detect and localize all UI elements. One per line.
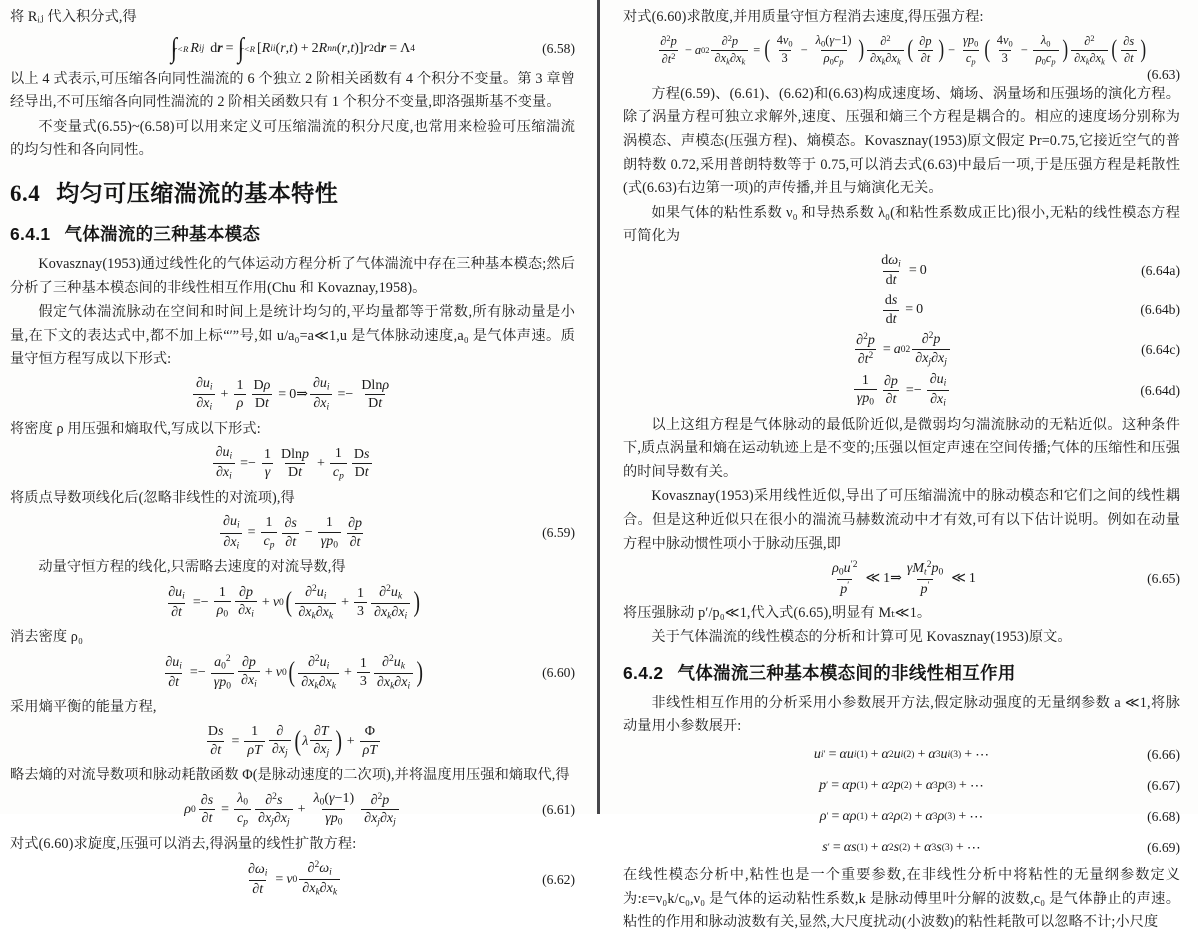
paragraph: 动量守恒方程的线化,只需略去速度的对流导数,得 <box>38 559 346 575</box>
equation-body: $\frac{\rho_0u^{'2}}{p'}$ ≪ 1⇒ $\frac{\gamma M_t^2p_0}{p'}$ ≪ 1 <box>832 560 976 597</box>
equation-number: (6.58) <box>542 40 575 56</box>
equation-6-60 <box>10 654 575 692</box>
equation-number: (6.64a) <box>1141 262 1180 278</box>
paragraph: 以上 4 式表示,可压缩各向同性湍流的 6 个独立 2 阶相关函数有 4 个积分不变量。第 3 章曾经导出,不可压缩各向同性湍流的 2 阶相关函数只有 1 个积分不变量,即洛强斯基不变量。 <box>10 70 575 111</box>
heading-section-6-4 <box>10 177 575 211</box>
paragraph: 略去熵的对流导数项和脉动耗散函数 Φ(是脉动速度的二次项),并将温度用压强和熵取代,得 <box>10 766 570 783</box>
equation-entropy-balance <box>10 724 575 760</box>
paragraph: 对式(6.60)求旋度,压强可以消去,得涡量的线性扩散方程: <box>10 835 357 852</box>
equation-mass-conservation <box>10 376 575 414</box>
equation-6-68 <box>623 802 1180 832</box>
equation-6-58 <box>10 34 575 64</box>
paragraph: 消去密度 ρ₀ <box>10 628 84 645</box>
equation-body: $\frac{1}{\gamma p_0}$ $\frac{\partial p}{\partial t}$ =− $\frac{\partial u_i}{\partial x_i}$ <box>852 372 952 410</box>
equation-body: $\frac{\partial u_i}{\partial x_i}$ + $\frac{1}{\rho}$ $\frac{D\rho}{Dt}$ = 0⇒ $\frac{\partial u_i}{\partial x_i}$ =− $\frac{Dln\rho}{Dt}$ <box>191 376 394 414</box>
equation-body: $\frac{\partial\omega_i}{\partial t}$ = ν 0 $\frac{\partial^2\omega_i}{\partial x_k\partial x_k}$ <box>243 860 342 898</box>
paragraph: 将 Rᵢⱼ 代入积分式,得 <box>10 9 137 25</box>
equation-6-64b <box>623 293 1180 327</box>
right-column <box>597 0 1194 931</box>
equation-6-67 <box>623 771 1180 801</box>
paragraph: 将质点导数项线化后(忽略非线性的对流项),得 <box>10 489 295 506</box>
paragraph: 不变量式(6.55)~(6.58)可以用来定义可压缩湍流的积分尺度,也常用来检验可压缩湍流的均匀性和各向同性。 <box>10 118 575 159</box>
equation-body: p ′ = αp (1) + α 2 p (2) + α 3 p (3) + ⋯ <box>819 778 984 794</box>
paragraph: Kovasznay(1953)采用线性近似,导出了可压缩湍流中的脉动模态和它们之间的线性耦合。但是这种近似只在很小的湍流马赫数流动中才有效,可有以下估计说明。例如在动量方程中脉动惯性项小于脉动压强,即 <box>623 488 1180 552</box>
equation-body: $\frac{\partial u_i}{\partial x_i}$ = $\frac{1}{c_p}$ $\frac{\partial s}{\partial t}$ − $\frac{1}{\gamma p_0}$ $\frac{\partial p}{\partial t}$ <box>218 514 367 552</box>
heading-subsection-6-4-2 <box>623 659 1180 687</box>
equation-6-64d <box>623 372 1180 410</box>
heading-number: 6.4 <box>10 180 41 206</box>
equation-number: (6.62) <box>542 871 575 887</box>
equation-body: $\frac{Ds}{\partial t}$ = $\frac{1}{\rho T}$ $\frac{\partial}{\partial x_j}$ ( λ $\frac{\partial T}{\partial x_j}$ ) + $\frac{\Phi}{\rho T}$ <box>203 724 382 760</box>
equation-number: (6.64c) <box>1141 341 1180 357</box>
heading-number: 6.4.1 <box>10 223 51 244</box>
equation-body: $\frac{\partial^2p}{\partial t^2}$ = a 0 2 $\frac{\partial^2p}{\partial x_j\partial x_j}$ <box>851 331 952 368</box>
heading-number: 6.4.2 <box>623 662 664 683</box>
equation-6-66 <box>623 740 1180 770</box>
heading-title: 气体湍流的三种基本模态 <box>64 223 261 244</box>
heading-title: 气体湍流三种基本模态间的非线性相互作用 <box>677 662 1016 683</box>
equation-6-65 <box>623 560 1180 597</box>
equation-number: (6.60) <box>542 664 575 680</box>
equation-momentum-linearized <box>10 584 575 622</box>
equation-number: (6.65) <box>1147 570 1180 586</box>
paragraph: 假定气体湍流脉动在空间和时间上是统计均匀的,平均量都等于常数,所有脉动量是小量,在下文的表达式中,都不加上标“′”号,如 u/a₀=a≪1,u 是气体脉动速度,a₀ 是气体声速。质量守恒方程写成以下形式: <box>10 304 575 368</box>
equation-6-69 <box>623 833 1180 863</box>
paragraph: 以上这组方程是气体脉动的最低阶近似,是微弱均匀湍流脉动的无粘近似。这种条件下,质点涡量和熵在运动轨迹上是不变的;压强以恒定声速在空间传播;气体的压缩性和压强的时间导数有关。 <box>623 416 1180 480</box>
paragraph: 将压强脉动 p′/p₀≪1,代入式(6.65),明显有 Mₜ≪1。 <box>623 604 932 621</box>
equation-number: (6.67) <box>1147 778 1180 794</box>
paragraph: 如果气体的粘性系数 ν₀ 和导热系数 λ₀(和粘性系数成正比)很小,无粘的线性模态方程可简化为 <box>623 204 1180 245</box>
paragraph: 将密度 ρ 用压强和熵取代,写成以下形式: <box>10 420 261 437</box>
equation-body: $\frac{ds}{dt}$ = 0 <box>880 293 923 327</box>
heading-title: 均匀可压缩湍流的基本特性 <box>56 180 339 206</box>
equation-body: s ′ = αs (1) + α 2 s (2) + α 3 s (3) + ⋯ <box>822 840 981 856</box>
equation-body: u i ′ = αu i (1) + α 2 u i (2) + α 3 u i (3) + ⋯ <box>813 747 990 763</box>
equation-6-61 <box>10 791 575 829</box>
equation-number: (6.68) <box>1147 809 1180 825</box>
paragraph: 关于气体湍流的线性模态的分析和计算可见 Kovasznay(1953)原文。 <box>651 629 1072 646</box>
equation-number: (6.66) <box>1147 747 1180 763</box>
equation-6-64c <box>623 331 1180 368</box>
equation-number: (6.61) <box>542 801 575 817</box>
equation-number: (6.59) <box>542 525 575 541</box>
equation-body: ρ 0 $\frac{\partial s}{\partial t}$ = $\frac{\lambda_0}{c_p}$ $\frac{\partial^2s}{\partial x_j\partial x_j}$ + $\frac{\lambda_0(\gamma-1)}{\gamma p_0}$ $\frac{\partial^2p}{\partial x_j\partial x_j}$ <box>184 791 400 829</box>
equation-number: (6.69) <box>1147 840 1180 856</box>
equation-body: ∫ r<R R ij d r = ∫ r<R [ R ii ( r , t ) + 2 R nn ( r , t )] r 2 d r = Λ 4 <box>170 32 416 64</box>
paragraph: Kovasznay(1953)通过线性化的气体运动方程分析了气体湍流中存在三种基本模态;然后分析了三种基本模态间的非线性相互作用(Chu 和 Kovaznay,1958)。 <box>10 255 575 296</box>
equation-6-62 <box>10 860 575 898</box>
equation-6-64a <box>623 253 1180 289</box>
paragraph: 在线性模态分析中,粘性也是一个重要参数,在非线性分析中将粘性的无量纲参数定义为:ε=ν₀k/c₀,ν₀ 是气体的运动粘性系数,k 是脉动傅里叶分解的波数,c₀ 是气体静止的声速。粘性的作用和脉动波数有关,显然,大尺度扰动(小波数)的粘性耗散可以忽略不计;小尺度 <box>623 867 1180 931</box>
equation-6-59 <box>10 514 575 552</box>
equation-number: (6.64d) <box>1140 382 1180 398</box>
paragraph: 非线性相互作用的分析采用小参数展开方法,假定脉动强度的无量纲参数 a ≪1,将脉动量用小参数展开: <box>623 694 1180 735</box>
heading-subsection-6-4-1 <box>10 220 575 248</box>
equation-6-63 <box>623 34 1180 67</box>
equation-number: (6.64b) <box>1140 302 1180 318</box>
equation-body: $\frac{\partial u_i}{\partial t}$ =− $\frac{1}{\rho_0}$ $\frac{\partial p}{\partial x_i}$ + ν 0 ( $\frac{\partial^2u_i}{\partial x_k\partial x_k}$ + $\frac{1}{3}$ $\frac{\partial^2u_k}{\partial x_k\partial x_i}$ ) <box>168 583 421 622</box>
equation-body: $\frac{\partial u_i}{\partial t}$ =− $\frac{a_0^2}{\gamma p_0}$ $\frac{\partial p}{\partial x_i}$ + ν 0 ( $\frac{\partial^2u_i}{\partial x_k\partial x_k}$ + $\frac{1}{3}$ $\frac{\partial^2u_k}{\partial x_k\partial x_i}$ ) <box>165 653 424 692</box>
equation-body: $\frac{\partial^2p}{\partial t^2}$ − a 0 2 $\frac{\partial^2p}{\partial x_k\partial x_k}$ = ( $\frac{4\nu_0}{3}$ − $\frac{\lambda_0(\gamma-1)}{\rho_0c_p}$ ) $\frac{\partial^2}{\partial x_k\partial x_k}$ ( $\frac{\partial p}{\partial t}$ ) − $\frac{\gamma p_0}{c_p}$ ( $\frac{4\nu_0}{3}$ − $\frac{\lambda_0}{\rho_0c_p}$ ) $\frac{\partial^2}{\partial x_k\partial x_k}$ ( $\frac{\partial s}{\partial t}$ ) <box>660 32 1147 67</box>
equation-number: (6.63) <box>1147 66 1180 82</box>
paragraph: 方程(6.59)、(6.61)、(6.62)和(6.63)构成速度场、熵场、涡量场和压强场的演化方程。除了涡量方程可独立求解外,速度、压强和熵三个方程是耦合的。相应的速度场分别称为涡模态、声模态(压强方程)、熵模态。Kovasznay(1953)原文假定 Pr=0.75,它接近空气的普朗特数 0.72,采用普朗特数等于 0.75,可以消去式(6.63)中最后一项,于是压强方程是耗散性(式(6.63)右边第一项)的声传播,并且与熵演化无关。 <box>623 85 1180 197</box>
equation-density-substitution <box>10 445 575 483</box>
equation-body: $\frac{\partial u_i}{\partial x_i}$ =− $\frac{1}{\gamma}$ $\frac{Dlnp}{Dt}$ + $\frac{1}{c_p}$ $\frac{Ds}{Dt}$ <box>211 445 375 483</box>
equation-body: $\frac{d\omega_i}{dt}$ = 0 <box>881 252 927 289</box>
paragraph: 采用熵平衡的能量方程, <box>10 698 157 715</box>
equation-body: ρ ′ = αρ (1) + α 2 ρ (2) + α 3 ρ (3) + ⋯ <box>819 809 984 825</box>
paragraph: 对式(6.60)求散度,并用质量守恒方程消去速度,得压强方程: <box>623 9 984 25</box>
left-column <box>0 0 597 899</box>
